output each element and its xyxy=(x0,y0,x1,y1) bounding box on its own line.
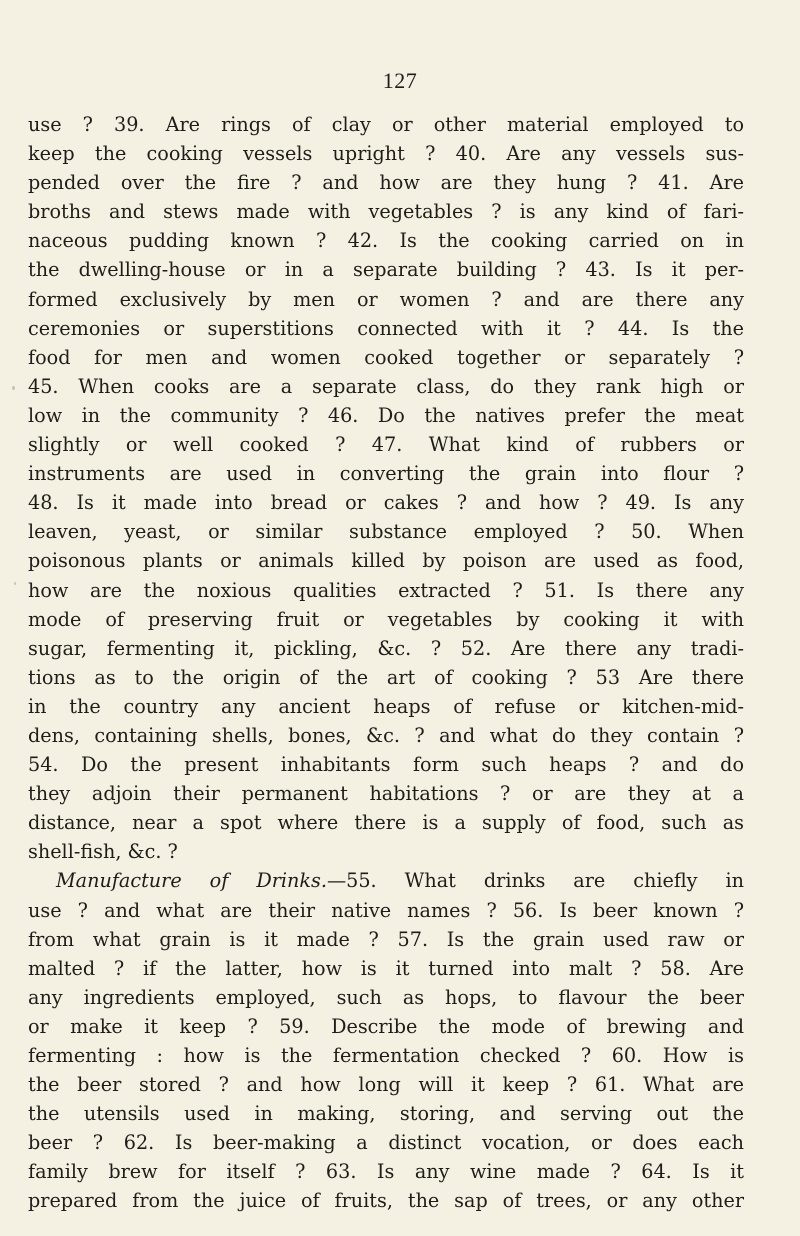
text-line: the beer stored ? and how long will it keep ? 61. What are xyxy=(28,1073,744,1097)
text-line: naceous pudding known ? 42. Is the cooking carried on in xyxy=(28,229,744,253)
text-line: the dwelling-house or in a separate building ? 43. Is it per- xyxy=(28,258,744,282)
text-line: shell-fish, &c. ? xyxy=(28,840,178,864)
text-line: slightly or well cooked ? 47. What kind of rubbers or xyxy=(28,433,744,457)
text-line: in the country any ancient heaps of refuse or kitchen-mid- xyxy=(28,694,744,718)
text-line: fermenting : how is the fermentation checked ? 60. How is xyxy=(28,1044,744,1067)
section-start-line xyxy=(28,866,744,895)
text-line: instruments are used in converting the grain into flour ? xyxy=(28,462,744,486)
text-line: 54. Do the present inhabitants form such heaps ? and do xyxy=(28,753,744,777)
body-text xyxy=(28,110,744,1216)
text-line: use ? 39. Are rings of clay or other material employed to xyxy=(28,113,744,136)
text-line: prepared from the juice of fruits, the sap of trees, or any other xyxy=(28,1189,744,1213)
text-line: from what grain is it made ? 57. Is the grain used raw or xyxy=(28,927,744,951)
text-line: mode of preserving fruit or vegetables by cooking it with xyxy=(28,607,744,631)
text-line: distance, near a spot where there is a supply of food, such as xyxy=(28,811,744,835)
text-line: tions as to the origin of the art of cooking ? 53 Are there xyxy=(28,665,744,689)
text-line: leaven, yeast, or similar substance employed ? 50. When xyxy=(28,520,744,544)
text-line: beer ? 62. Is beer-making a distinct vocation, or does each xyxy=(28,1131,744,1155)
text-line: keep the cooking vessels upright ? 40. Are any vessels sus- xyxy=(28,142,744,166)
text-line: food for men and women cooked together or separately ? xyxy=(28,345,744,369)
text-line: formed exclusively by men or women ? and are there any xyxy=(28,287,744,311)
text-line: they adjoin their permanent habitations ? or are they at a xyxy=(28,782,744,806)
text-line: pended over the fire ? and how are they hung ? 41. Are xyxy=(28,171,744,195)
text-line: low in the community ? 46. Do the natives prefer the meat xyxy=(28,403,744,427)
text-line: the utensils used in making, storing, and serving out the xyxy=(28,1102,744,1126)
ink-speck xyxy=(12,386,15,390)
text-line: malted ? if the latter, how is it turned into malt ? 58. Are xyxy=(28,956,744,980)
section-start-text: —55. What drinks are chiefly in xyxy=(326,869,744,893)
text-line: any ingredients employed, such as hops, to flavour the beer xyxy=(28,985,744,1009)
text-line: ceremonies or superstitions connected with it ? 44. Is the xyxy=(28,316,744,340)
text-line: or make it keep ? 59. Describe the mode of brewing and xyxy=(28,1014,744,1038)
ink-speck xyxy=(14,582,16,585)
section-heading: Manufacture of Drinks. xyxy=(56,869,327,893)
text-line: 45. When cooks are a separate class, do they rank high or xyxy=(28,374,744,398)
text-line: poisonous plants or animals killed by poison are used as food, xyxy=(28,549,744,573)
page-number: 127 xyxy=(382,68,418,93)
text-line: broths and stews made with vegetables ? is any kind of fari- xyxy=(28,200,744,224)
text-line: sugar, fermenting it, pickling, &c. ? 52. Are there any tradi- xyxy=(28,636,744,660)
text-line: use ? and what are their native names ? 56. Is beer known ? xyxy=(28,898,744,922)
text-line: how are the noxious qualities extracted ? 51. Is there any xyxy=(28,578,744,602)
text-line: dens, containing shells, bones, &c. ? and what do they contain ? xyxy=(28,723,744,747)
text-line: 48. Is it made into bread or cakes ? and how ? 49. Is any xyxy=(28,491,744,515)
text-line: family brew for itself ? 63. Is any wine made ? 64. Is it xyxy=(28,1160,744,1184)
